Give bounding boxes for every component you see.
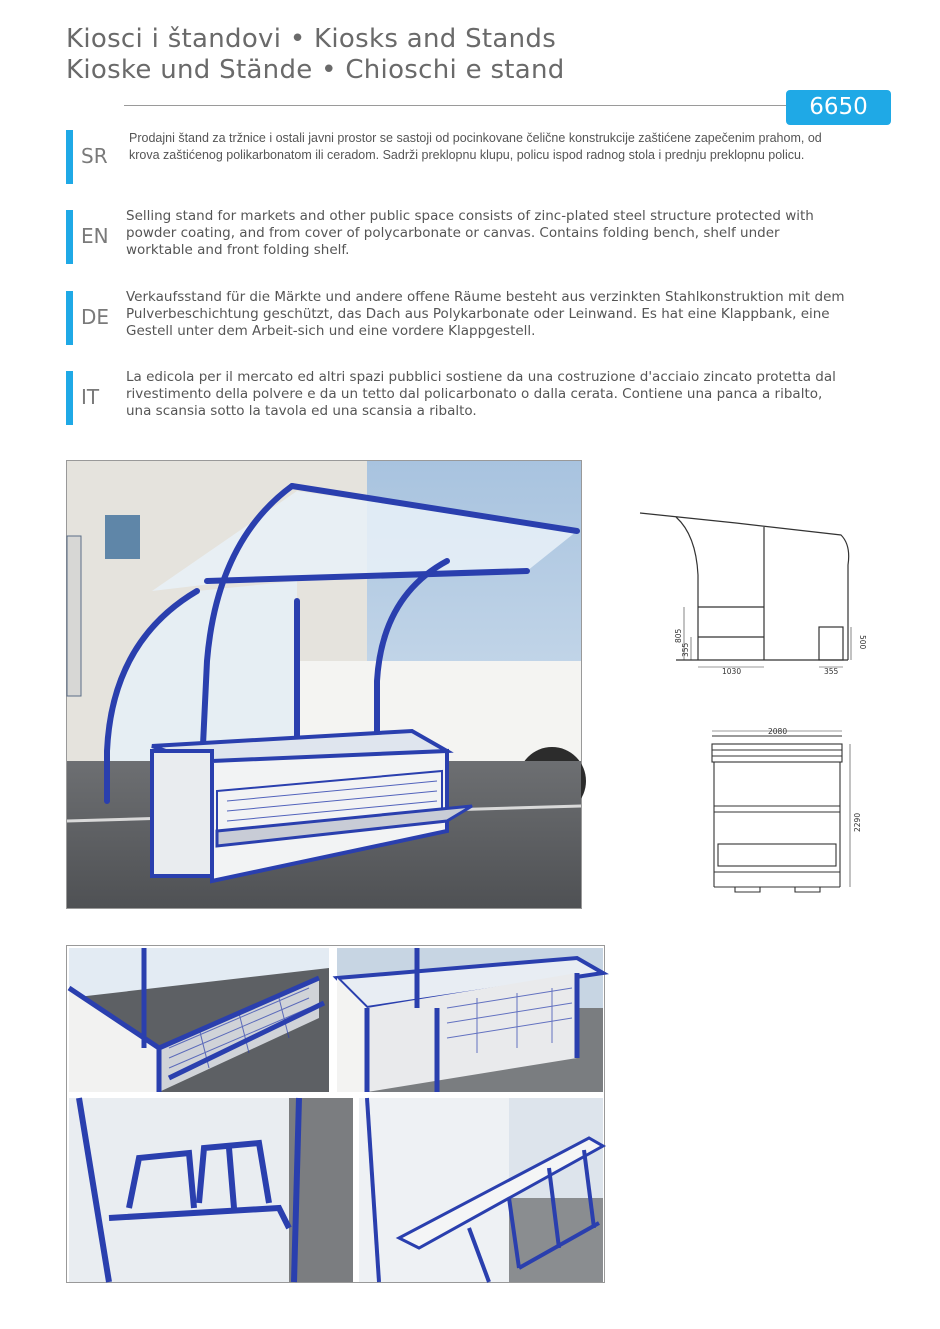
detail-photo-grid bbox=[66, 945, 605, 1283]
product-code-badge: 6650 bbox=[786, 90, 891, 125]
dim-width: 2080 bbox=[768, 727, 788, 736]
dim-height: 2290 bbox=[853, 812, 862, 832]
description-text-sr: Prodajni štand za tržnice i ostali javni prostor se sastoji od pocinkovane čelične konstrukcije zaštićene zapečenim prahom, od krova zaštićenog polikarbonatom ili ceradom. Sadrži preklopnu klupu, policu ispod radnog stola i prednju preklopnu policu. bbox=[129, 131, 822, 162]
lang-accent-bar bbox=[66, 210, 73, 264]
title-line-1: Kiosci i štandovi • Kiosks and Stands bbox=[66, 24, 557, 54]
dim-depth-right: 355 bbox=[824, 667, 839, 676]
side-view-drawing bbox=[636, 505, 866, 680]
lang-code-de: DE bbox=[81, 305, 110, 329]
page-title bbox=[66, 24, 565, 86]
lang-code-sr: SR bbox=[81, 144, 108, 168]
description-text-de: Verkaufsstand für die Märkte und andere offene Räume besteht aus verzinkten Stahlkonstruktion mit dem Pulverbeschichtung geschützt, das Dach aus Polykarbonate oder Leinwand. Es hat eine Klappbank, eine Gestell unter dem Arbeit-sich und eine vordere Klappgestell. bbox=[126, 289, 845, 339]
product-photo-main bbox=[66, 460, 582, 909]
detail-photo-shelf bbox=[69, 948, 329, 1092]
dim-height-right: 500 bbox=[858, 635, 867, 650]
lang-code-it: IT bbox=[81, 385, 100, 409]
detail-photo-bench-frame bbox=[69, 1098, 353, 1282]
dim-width-bench: 1030 bbox=[722, 667, 742, 676]
lang-code-en: EN bbox=[81, 224, 109, 248]
title-line-2: Kioske und Stände • Chioschi e stand bbox=[66, 55, 565, 85]
detail-photo-counter bbox=[337, 948, 603, 1092]
lang-accent-bar bbox=[66, 291, 73, 345]
dim-height-bench: 805 bbox=[674, 628, 683, 643]
front-view-drawing bbox=[700, 722, 880, 902]
description-text-en: Selling stand for markets and other public space consists of zinc-plated steel structure protected with powder coating, and from cover of polycarbonate or canvas. Contains folding bench, shelf under worktable and front folding shelf. bbox=[126, 208, 814, 258]
detail-photo-folding-bench bbox=[359, 1098, 603, 1282]
description-text-it: La edicola per il mercato ed altri spazi pubblici sostiene da una costruzione d'acciaio zincato protetta dal rivestimento della polvere e da un tetto dal policarbonato o dalla cerata. Contiene una panca a ribalto, una scansia sotto la tavola ed una scansia a ribalto. bbox=[126, 369, 836, 419]
dim-height-seat: 355 bbox=[681, 642, 690, 657]
lang-accent-bar bbox=[66, 130, 73, 184]
lang-accent-bar bbox=[66, 371, 73, 425]
header-divider bbox=[124, 105, 788, 106]
